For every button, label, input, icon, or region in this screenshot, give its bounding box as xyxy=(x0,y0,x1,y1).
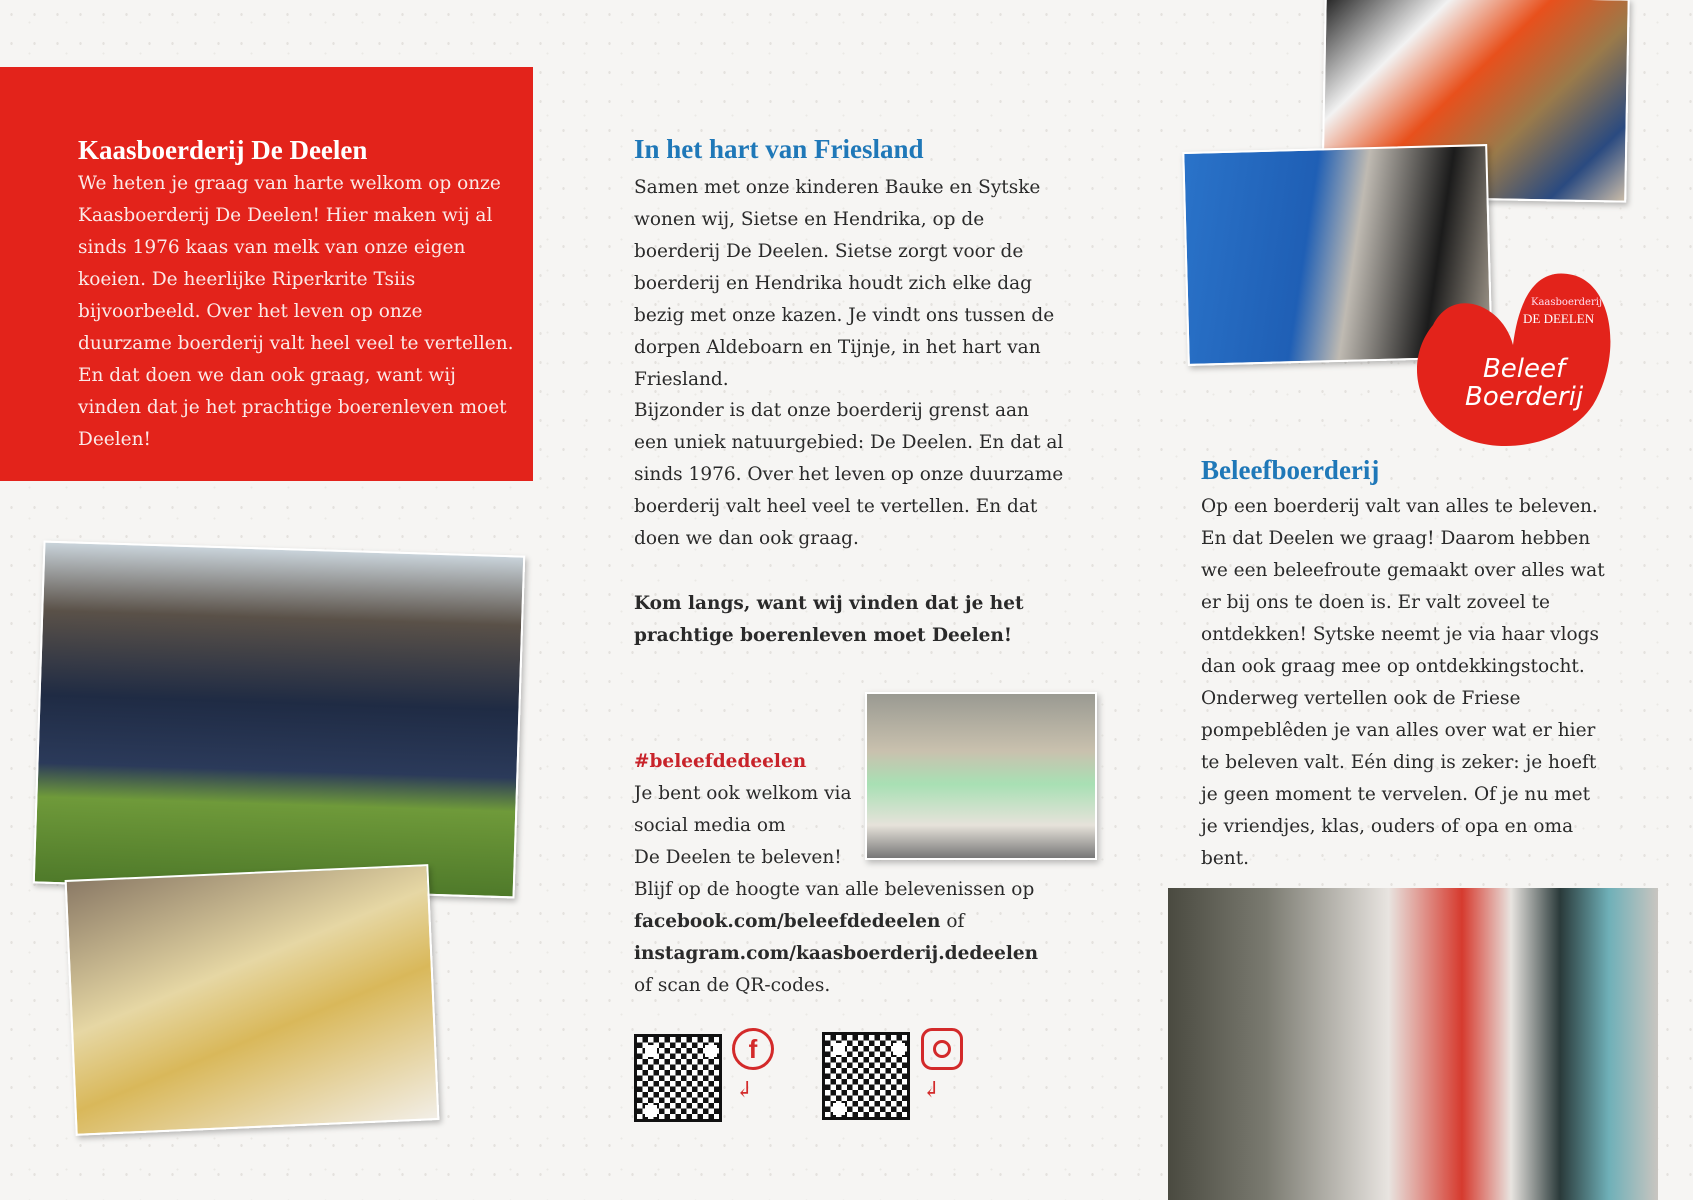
visitors-photo xyxy=(1168,888,1658,1200)
facebook-icon[interactable] xyxy=(732,1028,774,1070)
middle-callout: Kom langs, want wij vinden dat je het prachtige boerenleven moet Deelen! xyxy=(634,593,1024,646)
social-line: Je bent ook welkom via xyxy=(634,783,852,804)
social-line: Blijf op de hoogte van alle belevenissen op xyxy=(634,879,1035,900)
logo-small-text: Kaasboerderij xyxy=(1531,297,1603,308)
logo-line-1: Beleef xyxy=(1482,354,1566,384)
intro-title: Kaasboerderij De Deelen xyxy=(78,135,368,165)
intro-text: We heten je graag van harte welkom op onze Kaasboerderij De Deelen! Hier maken wij al sinds 1976 kaas van melk van onze eigen koeien. De heerlijke Riperkrite Tsiis bijvoorbeeld. Over het leven op onze duurzame boerderij valt heel veel te vertellen. En dat doen we dan ook graag, want wij vinden dat je het prachtige boerenleven moet Deelen! xyxy=(78,173,514,450)
intro-panel xyxy=(0,67,533,481)
instagram-qr-code[interactable] xyxy=(822,1032,910,1120)
facebook-link[interactable]: facebook.com/beleefdedeelen xyxy=(634,911,941,932)
beleef-boerderij-logo xyxy=(1393,265,1617,451)
logo-line-2: Boerderij xyxy=(1465,382,1584,412)
right-title: Beleefboerderij xyxy=(1201,455,1380,485)
social-line: social media om xyxy=(634,815,786,836)
curved-arrow-icon: ↲ xyxy=(735,1078,754,1103)
social-line: De Deelen te beleven! xyxy=(634,847,842,868)
or-text: of xyxy=(940,911,965,932)
family-photo xyxy=(33,541,526,899)
social-line: of scan de QR-codes. xyxy=(634,975,831,996)
middle-paragraph-2: Bijzonder is dat onze boerderij grenst aan een uniek natuurgebied: De Deelen. En dat al sinds 1976. Over het leven op onze duurzame boerderij valt heel veel te vertellen. En dat doen we dan ook graag. xyxy=(634,400,1064,549)
facebook-qr-code[interactable] xyxy=(634,1034,722,1122)
middle-paragraph-1: Samen met onze kinderen Bauke en Sytske wonen wij, Sietse en Hendrika, op de boerderij De Deelen. Sietse zorgt voor de boerderij en Hendrika houdt zich elke dag bezig met onze kazen. Je vindt ons tussen de dorpen Aldeboarn en Tijnje, in het hart van Friesland. xyxy=(634,177,1055,390)
hashtag: #beleefdedeelen xyxy=(634,751,807,772)
social-section xyxy=(634,746,1074,1002)
cheese-photo xyxy=(65,864,440,1136)
curved-arrow-icon: ↲ xyxy=(922,1078,941,1103)
logo-brand: DE DEELEN xyxy=(1523,311,1595,326)
instagram-icon[interactable] xyxy=(921,1028,963,1070)
facebook-glyph: f xyxy=(748,1033,758,1064)
middle-title: In het hart van Friesland xyxy=(634,134,924,164)
right-text: Op een boerderij valt van alles te beleven. En dat Deelen we graag! Daarom hebben we een beleefroute gemaakt over alles wat er bij ons te doen is. Er valt zoveel te ontdekken! Sytske neemt je via haar vlogs dan ook graag mee op ontdekkingstocht. Onderweg vertellen ook de Friese pompeblêden je van alles over wat er hier te beleven valt. Eén ding is zeker: je hoeft je geen moment te vervelen. Of je nu met je vriendjes, klas, ouders of opa en oma bent. xyxy=(1201,496,1605,869)
instagram-link[interactable]: instagram.com/kaasboerderij.dedeelen xyxy=(634,943,1039,964)
